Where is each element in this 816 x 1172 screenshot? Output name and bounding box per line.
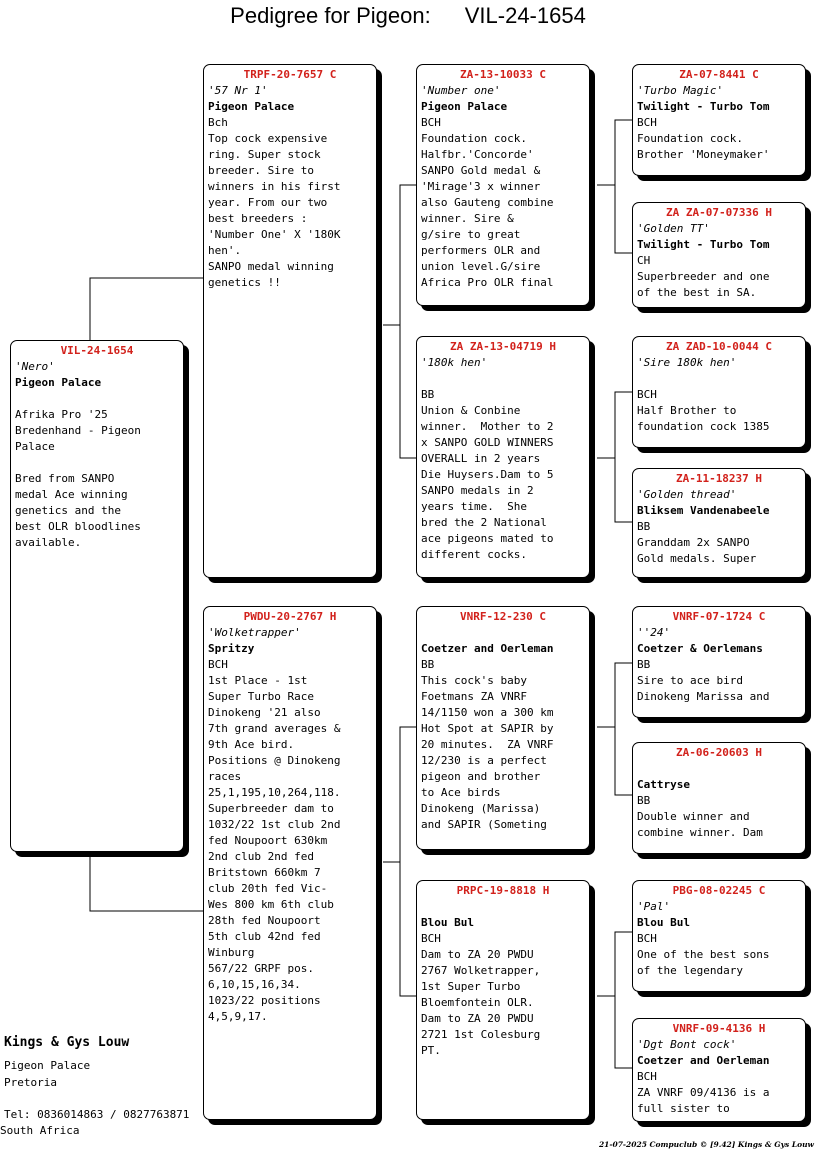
pigeon-notes: BCH Dam to ZA 20 PWDU 2767 Wolketrapper, 1st Super Turbo Bloemfontein OLR. Dam to ZA 20 PWDU 2721 1st Colesburg PT. — [421, 932, 541, 1057]
ring-number: ZA-13-10033 C — [459, 68, 547, 81]
pigeon-card-sdd[interactable] — [632, 468, 806, 578]
pigeon-notes: BB Double winner and combine winner. Dam — [637, 794, 763, 839]
pigeon-owner: Cattryse — [637, 778, 690, 791]
pigeon-card-sire[interactable] — [203, 64, 377, 578]
pigeon-name: '180k hen' — [421, 356, 488, 369]
ring-number: VNRF-09-4136 H — [672, 1022, 766, 1035]
breeder-country: South Africa — [0, 1124, 80, 1137]
print-stamp: 21-07-2025 Compuclub © [9.42] Kings & Gys Louw — [598, 1140, 814, 1149]
ring-number: VNRF-12-230 C — [459, 610, 547, 623]
pigeon-name: 'Pal' — [637, 900, 671, 913]
pigeon-card-dam-dam[interactable] — [416, 880, 590, 1120]
pigeon-owner: Blou Bul — [421, 916, 474, 929]
pigeon-notes: BCH Half Brother to foundation cock 1385 — [637, 388, 770, 433]
pigeon-owner: Coetzer and Oerleman — [637, 1054, 770, 1067]
ring-number: PWDU-20-2767 H — [243, 610, 337, 623]
pigeon-card-dds[interactable] — [632, 880, 806, 992]
pigeon-owner: Pigeon Palace — [15, 376, 102, 389]
ring-number: TRPF-20-7657 C — [243, 68, 337, 81]
ring-number: PBG-08-02245 C — [672, 884, 766, 897]
pigeon-card-ssd[interactable] — [632, 202, 806, 308]
pigeon-card-dam-sire[interactable] — [416, 606, 590, 850]
pigeon-notes: BB Sire to ace bird Dinokeng Marissa and — [637, 658, 770, 703]
pigeon-name: 'Number one' — [421, 84, 501, 97]
breeder-telephone: Tel: 0836014863 / 0827763871 — [4, 1108, 190, 1121]
pigeon-name: '57 Nr 1' — [208, 84, 268, 97]
pigeon-notes: BB Granddam 2x SANPO Gold medals. Super — [637, 520, 757, 565]
pigeon-name: 'Nero' — [15, 360, 55, 373]
pigeon-card-dss[interactable] — [632, 606, 806, 718]
ring-number: ZA ZA-13-04719 H — [450, 340, 556, 353]
breeder-name: Kings & Gys Louw — [4, 1035, 130, 1050]
pigeon-owner: Blou Bul — [637, 916, 690, 929]
pigeon-owner — [637, 371, 801, 387]
pigeon-owner: Coetzer and Oerleman — [421, 642, 554, 655]
pigeon-card-sss[interactable] — [632, 64, 806, 176]
pigeon-notes: BCH Foundation cock. Halfbr.'Concorde' SANPO Gold medal & 'Mirage'3 x winner also Gauteng combine winner. Sire & g/sire to great performers OLR and union level.G/sire Africa Pro OLR final — [421, 116, 554, 289]
pigeon-card-dam[interactable] — [203, 606, 377, 1120]
pigeon-owner: Spritzy — [208, 642, 255, 655]
ring-number: ZA ZAD-10-0044 C — [666, 340, 772, 353]
ring-number: VIL-24-1654 — [60, 344, 134, 357]
pigeon-card-subject[interactable] — [10, 340, 184, 852]
title-prefix: Pedigree for Pigeon: — [230, 3, 431, 28]
pigeon-owner — [421, 371, 585, 387]
breeder-loft: Pigeon Palace — [4, 1059, 91, 1072]
pigeon-owner: Pigeon Palace — [208, 100, 295, 113]
pigeon-notes: Bch Top cock expensive ring. Super stock breeder. Sire to winners in his first year. From our two best breeders : 'Number One' X '180K hen'. SANPO medal winning genetics !! — [208, 116, 341, 289]
pigeon-name: 'Wolketrapper' — [208, 626, 301, 639]
pigeon-notes: CH Superbreeder and one of the best in SA. — [637, 254, 770, 299]
pigeon-card-ddd[interactable] — [632, 1018, 806, 1122]
pigeon-owner: Bliksem Vandenabeele — [637, 504, 770, 517]
pigeon-owner: Coetzer & Oerlemans — [637, 642, 763, 655]
pigeon-card-dsd[interactable] — [632, 742, 806, 854]
pigeon-notes: BCH One of the best sons of the legendary — [637, 932, 770, 977]
breeder-city: Pretoria — [4, 1076, 57, 1089]
ring-number: ZA-07-8441 C — [679, 68, 759, 81]
pigeon-card-sire-dam[interactable] — [416, 336, 590, 578]
pigeon-card-sds[interactable] — [632, 336, 806, 448]
pigeon-notes: BCH ZA VNRF 09/4136 is a full sister to — [637, 1070, 770, 1115]
pigeon-owner: Twilight - Turbo Tom — [637, 100, 770, 113]
pigeon-card-sire-sire[interactable] — [416, 64, 590, 306]
pigeon-name: 'Sire 180k hen' — [637, 356, 737, 369]
ring-number: ZA-06-20603 H — [675, 746, 763, 759]
pigeon-owner: Twilight - Turbo Tom — [637, 238, 770, 251]
pigeon-owner: Pigeon Palace — [421, 100, 508, 113]
pigeon-notes: BB This cock's baby Foetmans ZA VNRF 14/1150 won a 300 km Hot Spot at SAPIR by 20 minutes. ZA VNRF 12/230 is a perfect pigeon and brother to Ace birds Dinokeng (Marissa) and SAPIR (Someting — [421, 658, 554, 831]
pigeon-name — [637, 761, 801, 777]
pigeon-name: ''24' — [637, 626, 671, 639]
pigeon-name: 'Golden thread' — [637, 488, 737, 501]
pigeon-notes: BCH Foundation cock. Brother 'Moneymaker' — [637, 116, 770, 161]
ring-number: ZA ZA-07-07336 H — [666, 206, 772, 219]
title-ring: VIL-24-1654 — [464, 3, 586, 28]
ring-number: PRPC-19-8818 H — [456, 884, 550, 897]
pigeon-name: 'Turbo Magic' — [637, 84, 724, 97]
pigeon-name: 'Dgt Bont cock' — [637, 1038, 737, 1051]
pigeon-notes: BCH 1st Place - 1st Super Turbo Race Dinokeng '21 also 7th grand averages & 9th Ace bird. Positions @ Dinokeng races 25,1,195,10,264,118. Superbreeder dam to 1032/22 1st club 2nd fed Noupoort 630km 2nd club 2nd fed Britstown 660km 7 club 20th fed Vic- Wes 800 km 6th club 28th fed Noupoort 5th club 42nd fed Winburg 567/22 GRPF pos. 6,10,15,16,34. 1023/22 positions 4,5,9,17. — [208, 658, 341, 1023]
pigeon-notes: Afrika Pro '25 Bredenhand - Pigeon Palace Bred from SANPO medal Ace winning genetics and the best OLR bloodlines available. — [15, 408, 141, 549]
ring-number: VNRF-07-1724 C — [672, 610, 766, 623]
pigeon-name — [421, 899, 585, 915]
ring-number: ZA-11-18237 H — [675, 472, 763, 485]
pigeon-name: 'Golden TT' — [637, 222, 710, 235]
pigeon-name — [421, 625, 585, 641]
pigeon-notes: BB Union & Conbine winner. Mother to 2 x SANPO GOLD WINNERS OVERALL in 2 years Die Huysers.Dam to 5 SANPO medals in 2 years time. She bred the 2 National ace pigeons mated to different cocks. — [421, 388, 554, 561]
